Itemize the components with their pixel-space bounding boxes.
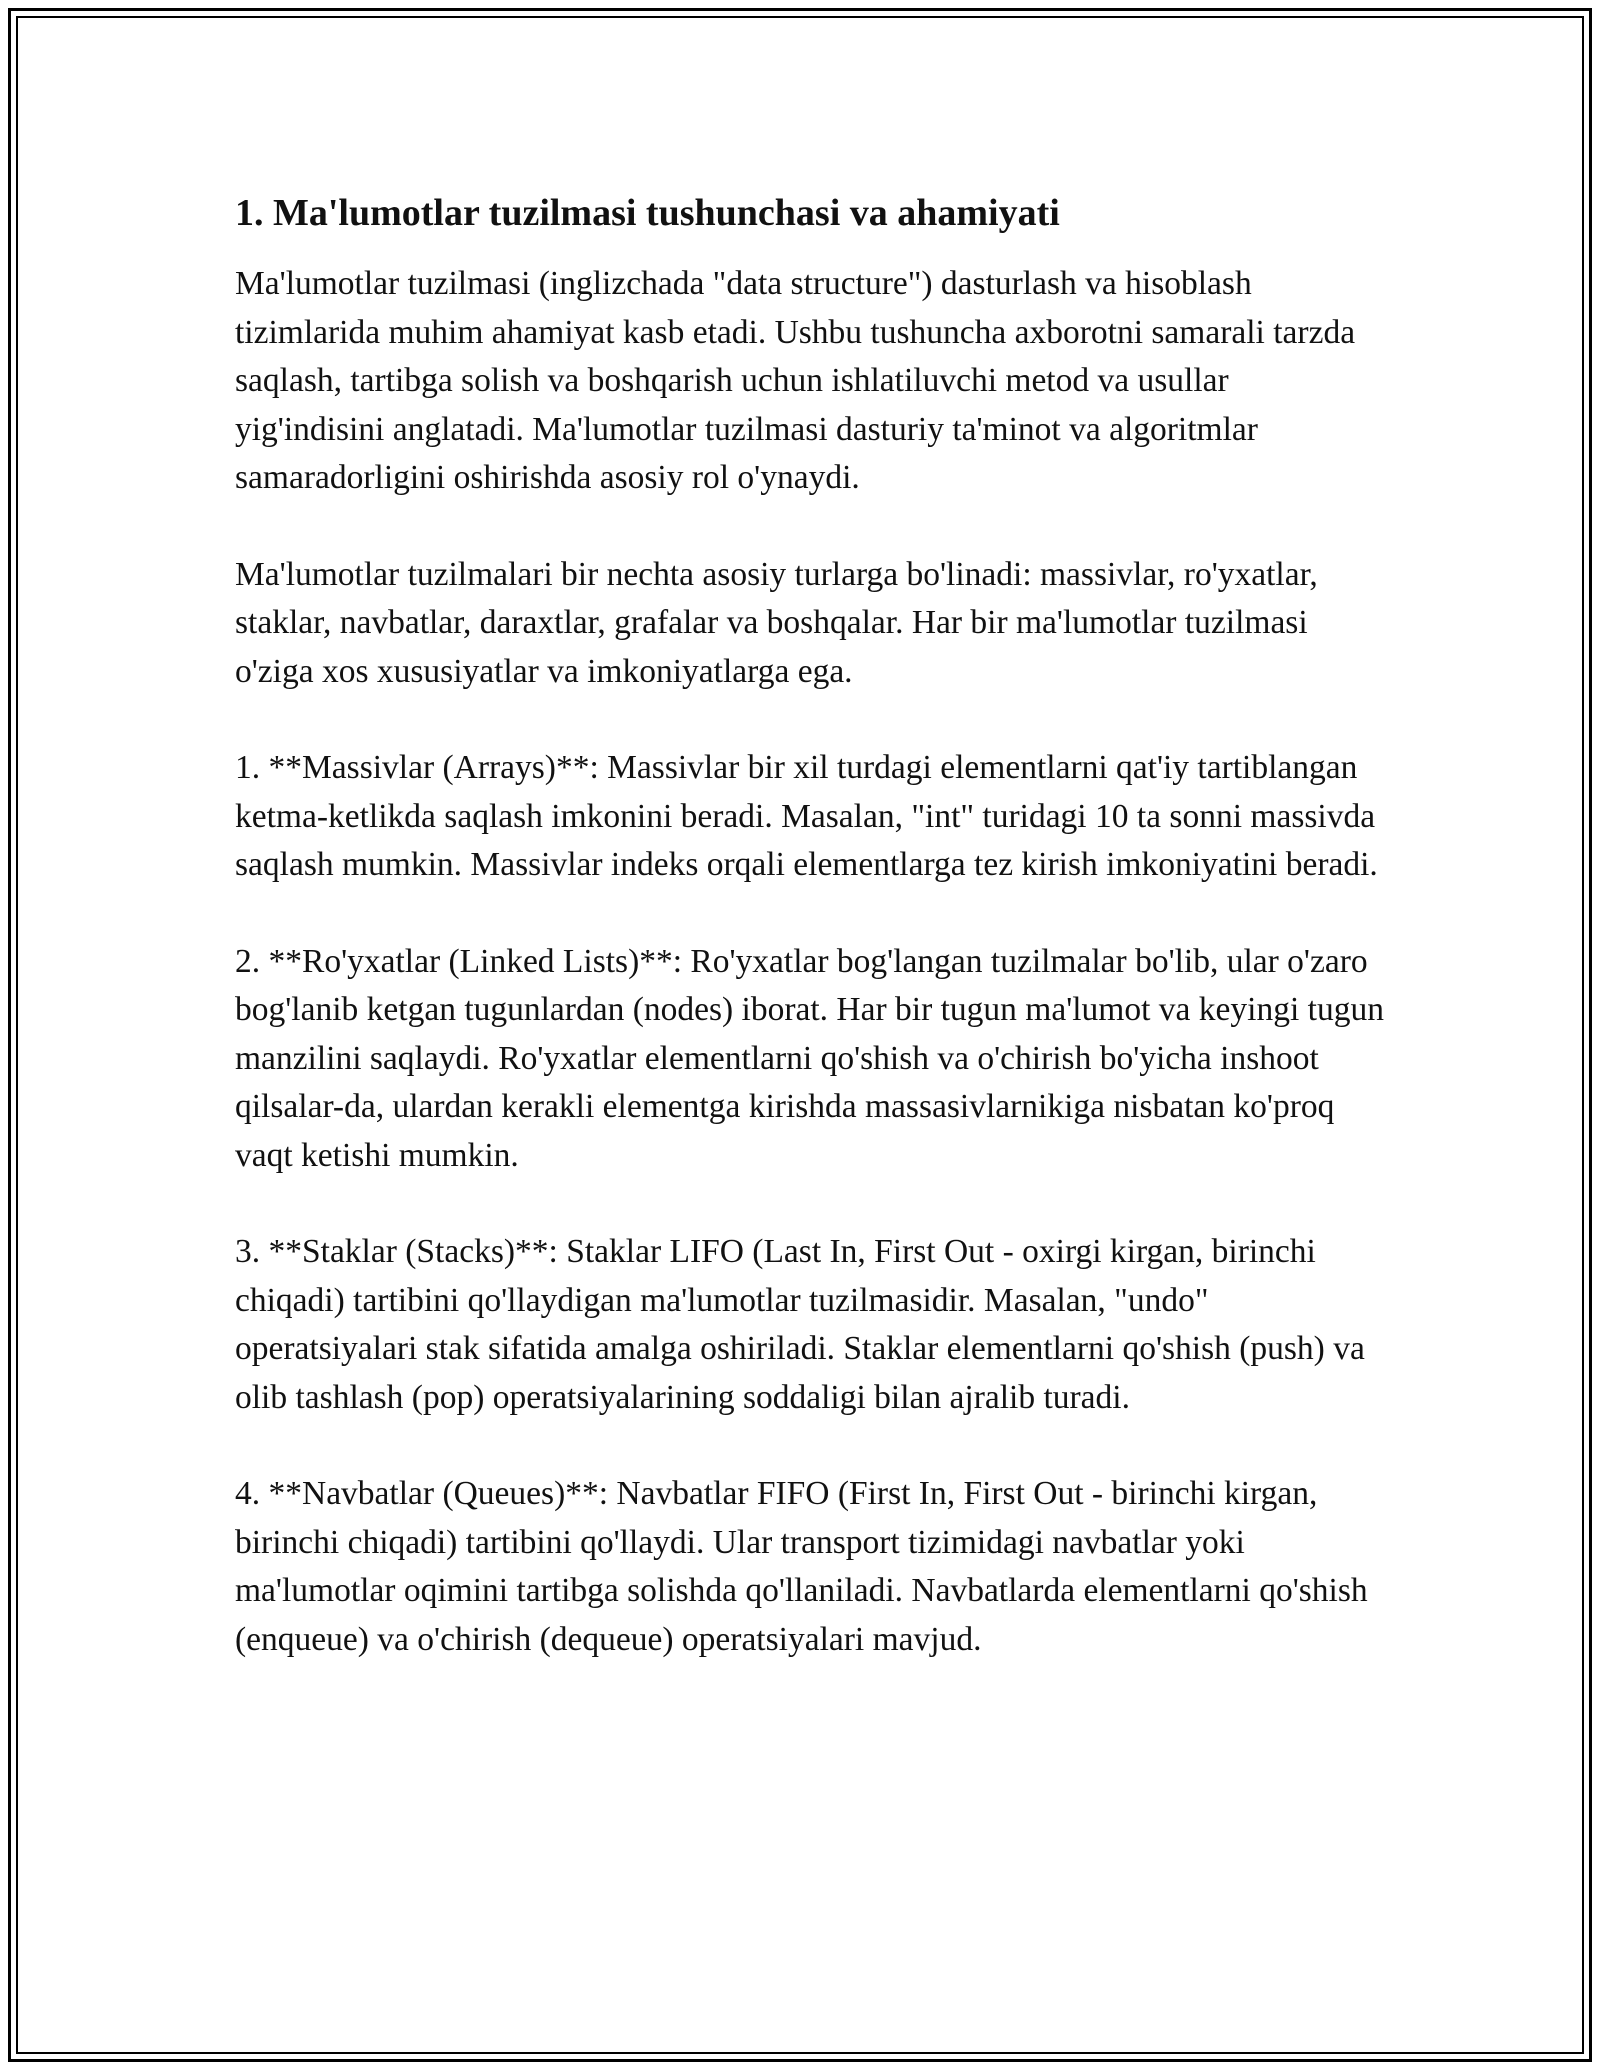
linked-lists-paragraph: 2. **Ro'yxatlar (Linked Lists)**: Ro'yxatlar bog'langan tuzilmalar bo'lib, ular o'zaro bog'lanib ketgan tugunlardan (nodes) iborat. Har bir tugun ma'lumot va keyingi tugun manzilini saqlaydi. Ro'yxatlar elementlarni qo'shish va o'chirish bo'yicha inshoot qilsalar-da, ulardan kerakli elementga kirishda massasivlarnikiga nisbatan ko'proq vaqt ketishi mumkin.: [235, 942, 1384, 1174]
arrays-paragraph: 1. **Massivlar (Arrays)**: Massivlar bir xil turdagi elementlarni qat'iy tartiblangan ketma-ketlikda saqlash imkonini beradi. Masalan, "int" turidagi 10 ta sonni massivda saqlash mumkin. Massivlar indeks orqali elementlarga tez kirish imkoniyatini beradi.: [235, 749, 1378, 883]
intro-paragraph: Ma'lumotlar tuzilmasi (inglizchada "data structure") dasturlash va hisoblash tizimlarida muhim ahamiyat kasb etadi. Ushbu tushuncha axborotni samarali tarzda saqlash, tartibga solish va boshqarish uchun ishlatiluvchi metod va usullar yig'indisini anglatadi. Ma'lumotlar tuzilmasi dasturiy ta'minot va algoritmlar samaradorligini oshirishda asosiy rol o'ynaydi.: [235, 265, 1356, 496]
page-title: 1. Ma'lumotlar tuzilmasi tushunchasi va ahamiyati: [235, 192, 1060, 234]
queues-paragraph: 4. **Navbatlar (Queues)**: Navbatlar FIFO (First In, First Out - birinchi kirgan, birinchi chiqadi) tartibini qo'llaydi. Ular transport tizimidagi navbatlar yoki ma'lumotlar oqimini tartibga solishda qo'llaniladi. Navbatlarda elementlarni qo'shish (enqueue) va o'chirish (dequeue) operatsiyalari mavjud.: [235, 1475, 1368, 1658]
types-paragraph: Ma'lumotlar tuzilmalari bir nechta asosiy turlarga bo'linadi: massivlar, ro'yxatlar, staklar, navbatlar, daraxtlar, grafalar va boshqalar. Har bir ma'lumotlar tuzilmasi o'ziga xos xususiyatlar va imkoniyatlarga ega.: [235, 555, 1318, 690]
stacks-paragraph: 3. **Staklar (Stacks)**: Staklar LIFO (Last In, First Out - oxirgi kirgan, birinchi chiqadi) tartibini qo'llaydigan ma'lumotlar tuzilmasidir. Masalan, "undo" operatsiyalari stak sifatida amalga oshiriladi. Staklar elementlarni qo'shish (push) va olib tashlash (pop) operatsiyalarining soddaligi bilan ajralib turadi.: [235, 1233, 1365, 1416]
document-body: [235, 188, 1385, 1712]
